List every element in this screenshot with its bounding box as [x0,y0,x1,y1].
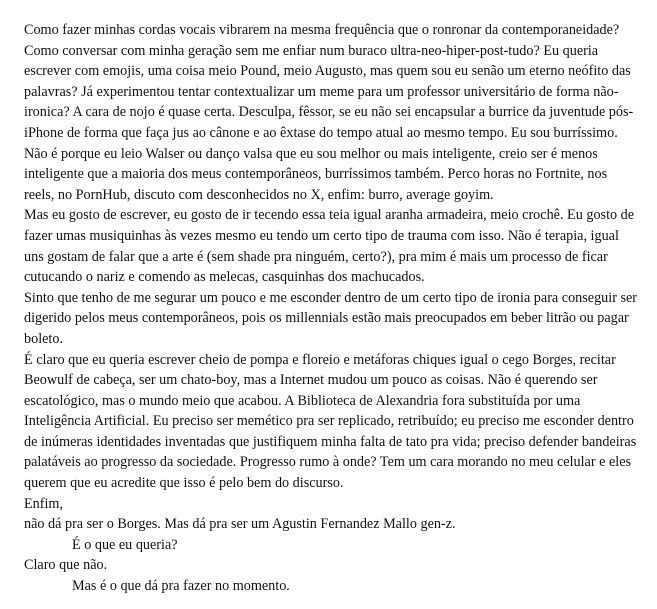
document-body [24,20,637,597]
paragraph-ironia: Sinto que tenho de me segurar um pouco e me esconder dentro de um certo tipo de ironia para conseguir ser digerido pelos meus contemporâneos, pois os millennials estão mais preocupados em beber litrão ou pagar boleto. [24,289,638,347]
paragraph-borges: É claro que eu queria escrever cheio de pompa e floreio e metáforas chiques igual o cego Borges, recitar Beowulf de cabeça, ser um chato-boy, mas a Internet mudou um pouco as coisas. Não é querendo ser escatológico, mas o mundo meio que acabou. A Biblioteca de Alexandria fora substituída por uma Inteligência Artificial. Eu preciso ser memético pra ser replicado, retribuído; eu preciso me esconder dentro de inúmeras identidades inventadas que justifiquem minha falta de tato pra vida; preciso defender bandeiras palatáveis ao progresso da sociedade. Progresso rumo à onde? Tem um cara morando no meu celular e eles querem que eu acredite que isso é pelo bem do discurso. [24,351,637,492]
paragraph-gosto-de-escrever: Mas eu gosto de escrever, eu gosto de ir tecendo essa teia igual aranha armadeira, meio crochê. Eu gosto de fazer umas musiquinhas às vezes mesmo eu tendo um certo tipo de trauma com isso. Não é terapia, igual uns gostam de falar que a arte é (sem shade pra ninguém, certo?), pra mim é mais um processo de ficar cutucando o nariz e comendo as melecas, casquinhas dos machucados. [24,207,635,286]
line-enfim: Enfim, [24,495,64,512]
line-claro-que-nao: Claro que não. [24,557,108,574]
line-e-o-que-eu-queria: É o que eu queria? [72,536,178,553]
line-nao-da-pra-ser-borges: não dá pra ser o Borges. Mas dá pra ser um Agustin Fernandez Mallo gen-z. [24,516,456,533]
line-mas-e-o-que-da: Mas é o que dá pra fazer no momento. [72,578,290,595]
paragraph-contemporaneidade: Como fazer minhas cordas vocais vibrarem na mesma frequência que o ronronar da contemporaneidade? Como conversar com minha geração sem me enfiar num buraco ultra-neo-hiper-post-tudo? Eu queria escrever com emojis, uma coisa meio Pound, meio Augusto, mas quem sou eu senão um eterno neófito das palavras? Já experimentou tentar contextualizar um meme para um professor universitário de forma não-ironica? A cara de nojo é quase certa. Desculpa, fêssor, se eu não sei encapsular a burrice da juventude pós-iPhone de forma que faça jus ao cânone e ao êxtase do tempo atual ao mesmo tempo. Eu sou burríssimo. Não é porque eu leio Walser ou danço valsa que eu sou melhor ou mais inteligente, creio ser é menos inteligente que a maioria dos meus contemporâneos, burríssimos também. Perco horas no Fortnite, nos reels, no PornHub, discuto com desconhecidos no X, enfim: burro, average goyim. [24,22,634,203]
